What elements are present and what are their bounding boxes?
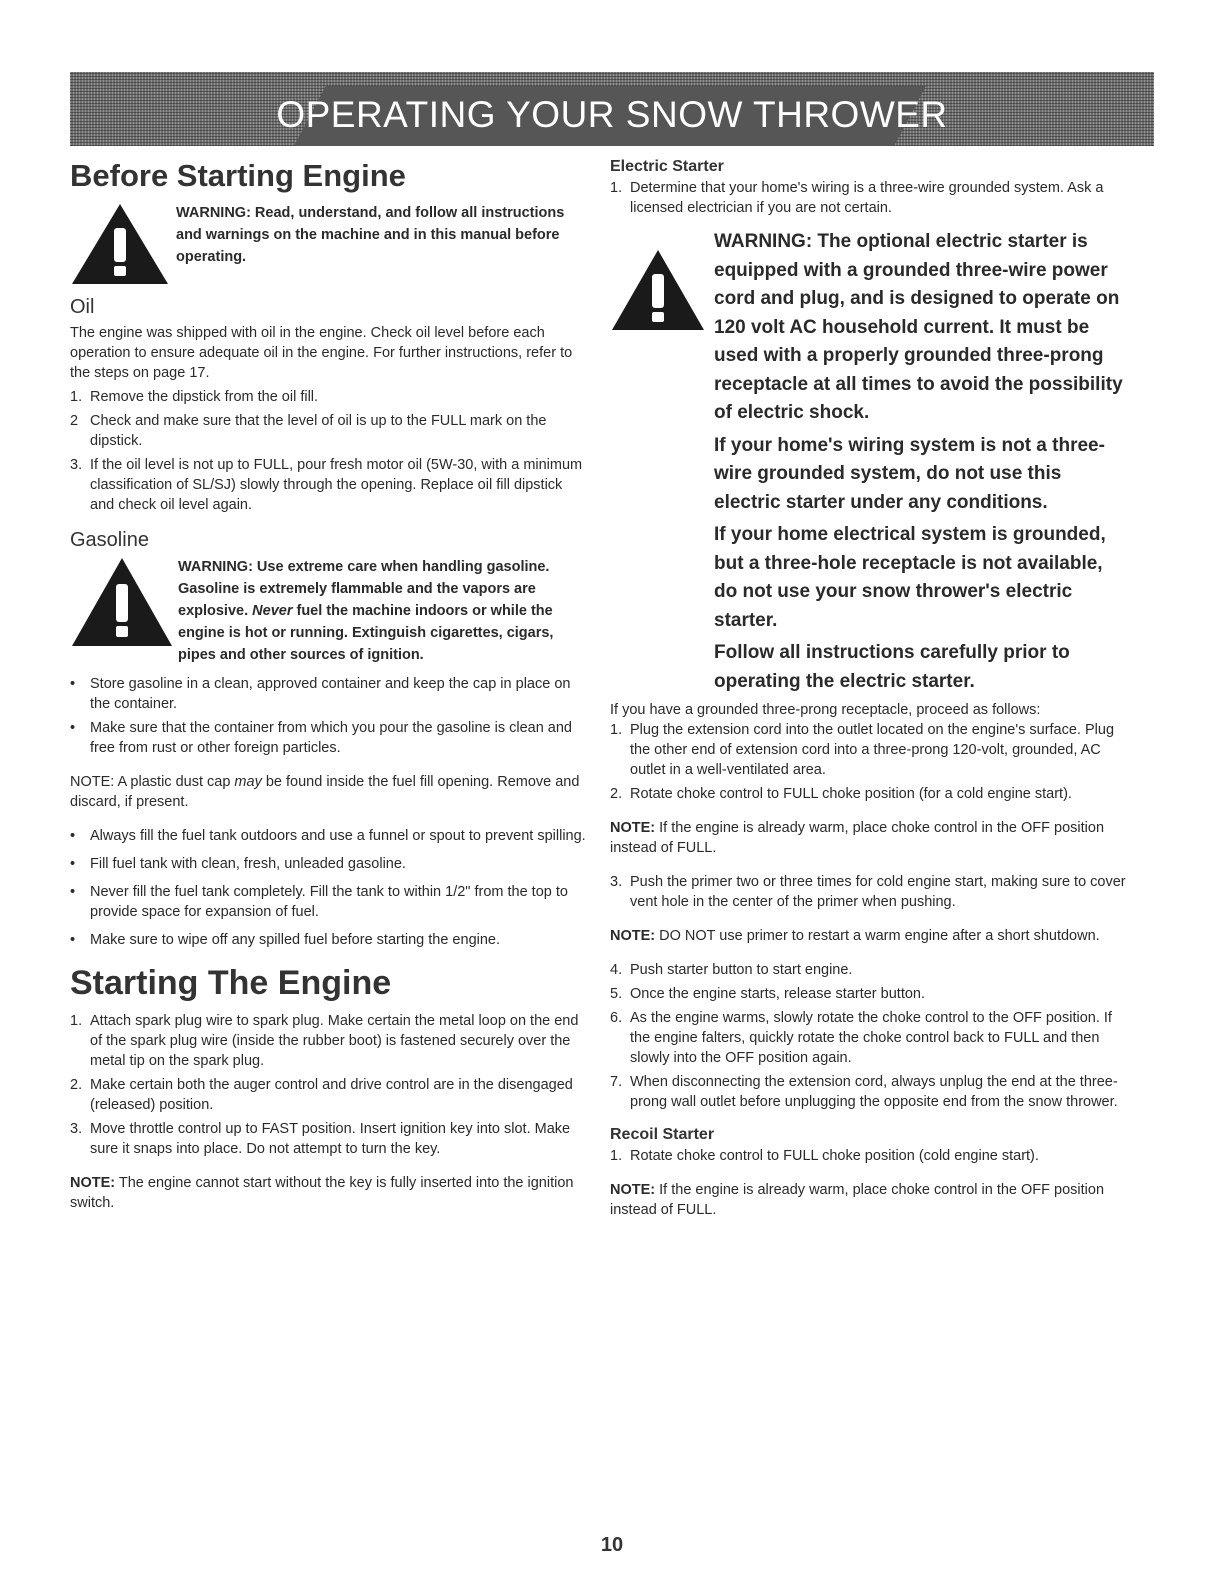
banner-title: OPERATING YOUR SNOW THROWER <box>276 94 948 135</box>
warning-triangle-icon <box>70 202 170 286</box>
page-number: 10 <box>600 1534 624 1556</box>
gasoline-warning-text: WARNING: Use extreme care when handling gasoline. Gasoline is extremely flammable and the vapors are explosive. Never fuel the machine indoors or while the engine is hot or running. Extinguish cigarettes, cigars, pipes and other sources of ignition. <box>178 559 554 663</box>
list-item: • Store gasoline in a clean, approved container and keep the cap in place on the container. <box>70 676 571 712</box>
list-item: 3. If the oil level is not up to FULL, pour fresh motor oil (5W-30, with a minimum classification of SL/SJ) slowly through the opening. Replace oil fill dipstick and check oil level again. <box>70 457 583 513</box>
electric-intro: If you have a grounded three-prong receptacle, proceed as follows: <box>610 702 1041 718</box>
list-item: • Never fill the fuel tank completely. Fill the tank to within 1/2" from the top to provide space for expansion of fuel. <box>70 884 568 920</box>
electric-step-1 <box>610 178 1130 218</box>
general-warning-text: WARNING: Read, understand, and follow all instructions and warnings on the machine and in this manual before operating. <box>176 205 565 265</box>
list-item: 4. Push starter button to start engine. <box>610 962 853 978</box>
list-item: • Make sure to wipe off any spilled fuel before starting the engine. <box>70 932 501 948</box>
page-banner <box>70 72 1154 146</box>
list-item: 6. As the engine warms, slowly rotate the choke control to the OFF position. If the engine falters, quickly rotate the choke control back to FULL and then slowly into the OFF position again. <box>610 1010 1112 1066</box>
oil-intro: The engine was shipped with oil in the engine. Check oil level before each operation to ensure adequate oil in the engine. For further instructions, refer to the steps on page 17. <box>70 325 573 381</box>
dust-cap-note: NOTE: A plastic dust cap may be found inside the fuel fill opening. Remove and discard, if present. <box>70 774 580 810</box>
electric-steps-a <box>610 720 1130 804</box>
list-item: 1. Attach spark plug wire to spark plug. Make certain the metal loop on the end of the spark plug wire (inside the rubber boot) is fastened securely over the metal tip on the spark plug. <box>70 1013 579 1069</box>
key-note: NOTE: The engine cannot start without the key is fully inserted into the ignition switch. <box>70 1175 574 1211</box>
list-item: 3. Push the primer two or three times for cold engine start, making sure to cover vent hole in the center of the primer when pushing. <box>610 874 1126 910</box>
gasoline-bullets-a <box>70 674 590 758</box>
recoil-starter-heading: Recoil Starter <box>610 1126 715 1143</box>
electric-starter-heading: Electric Starter <box>610 158 724 175</box>
warning-triangle-icon <box>70 556 174 648</box>
left-column <box>70 158 590 1213</box>
list-item: 5. Once the engine starts, release starter button. <box>610 986 925 1002</box>
list-item: 2. Make certain both the auger control and drive control are in the disengaged (released) position. <box>70 1077 573 1113</box>
electric-steps-c <box>610 960 1130 1112</box>
list-item: 1. Determine that your home's wiring is a three-wire grounded system. Ask a licensed electrician if you are not certain. <box>610 180 1104 216</box>
list-item: 3. Move throttle control up to FAST position. Insert ignition key into slot. Make sure it snaps into place. Do not attempt to turn the key. <box>70 1121 571 1157</box>
electric-steps-b <box>610 872 1130 912</box>
electric-warning-block <box>706 228 1130 696</box>
primer-note: NOTE: DO NOT use primer to restart a warm engine after a short shutdown. <box>610 928 1100 944</box>
general-warning <box>70 202 590 286</box>
list-item: 7. When disconnecting the extension cord, always unplug the end at the three-prong wall outlet before unplugging the opposite end from the snow thrower. <box>610 1074 1118 1110</box>
oil-steps <box>70 387 590 515</box>
warm-engine-note: NOTE: If the engine is already warm, place choke control in the OFF position instead of FULL. <box>610 820 1105 856</box>
recoil-note: NOTE: If the engine is already warm, place choke control in the OFF position instead of FULL. <box>610 1182 1105 1218</box>
list-item: • Always fill the fuel tank outdoors and use a funnel or spout to prevent spilling. <box>70 828 586 844</box>
right-column <box>610 158 1130 1220</box>
gasoline-bullets-b <box>70 826 590 950</box>
list-item: 1. Rotate choke control to FULL choke position (cold engine start). <box>610 1148 1039 1164</box>
electric-warning-text-3: If your home electrical system is grounded, but a three-hole receptacle is not available, do not use your snow thrower's electric starter. <box>714 524 1106 631</box>
electric-warning-text-1: WARNING: The optional electric starter is equipped with a grounded three-wire power cord and plug, and is designed to operate on 120 volt AC household current. It must be used with a properly grounded three-prong receptacle at all times to avoid the possibility of electric shock. <box>714 231 1123 423</box>
gasoline-heading: Gasoline <box>70 529 149 551</box>
electric-warning-text-2: If your home's wiring system is not a three-wire grounded system, do not use this electric starter under any conditions. <box>714 434 1105 513</box>
electric-warning <box>610 228 1130 696</box>
list-item: 2. Rotate choke control to FULL choke position (for a cold engine start). <box>610 786 1072 802</box>
list-item: 2 Check and make sure that the level of oil is up to the FULL mark on the dipstick. <box>70 413 547 449</box>
warning-triangle-icon <box>610 248 706 332</box>
list-item: 1. Plug the extension cord into the outlet located on the engine's surface. Plug the other end of extension cord into a three-prong 120-volt, grounded, AC outlet in a well-ventilated area. <box>610 722 1115 778</box>
list-item: • Make sure that the container from which you pour the gasoline is clean and free from rust or other foreign particles. <box>70 720 572 756</box>
gasoline-warning <box>70 556 590 666</box>
starting-steps <box>70 1011 590 1159</box>
recoil-steps <box>610 1146 1130 1166</box>
before-starting-heading: Before Starting Engine <box>70 158 406 193</box>
electric-warning-text-4: Follow all instructions carefully prior to operating the electric starter. <box>714 642 1070 692</box>
starting-engine-heading: Starting The Engine <box>70 964 392 1002</box>
oil-heading: Oil <box>70 296 95 318</box>
list-item: • Fill fuel tank with clean, fresh, unleaded gasoline. <box>70 856 406 872</box>
list-item: 1. Remove the dipstick from the oil fill. <box>70 389 319 405</box>
